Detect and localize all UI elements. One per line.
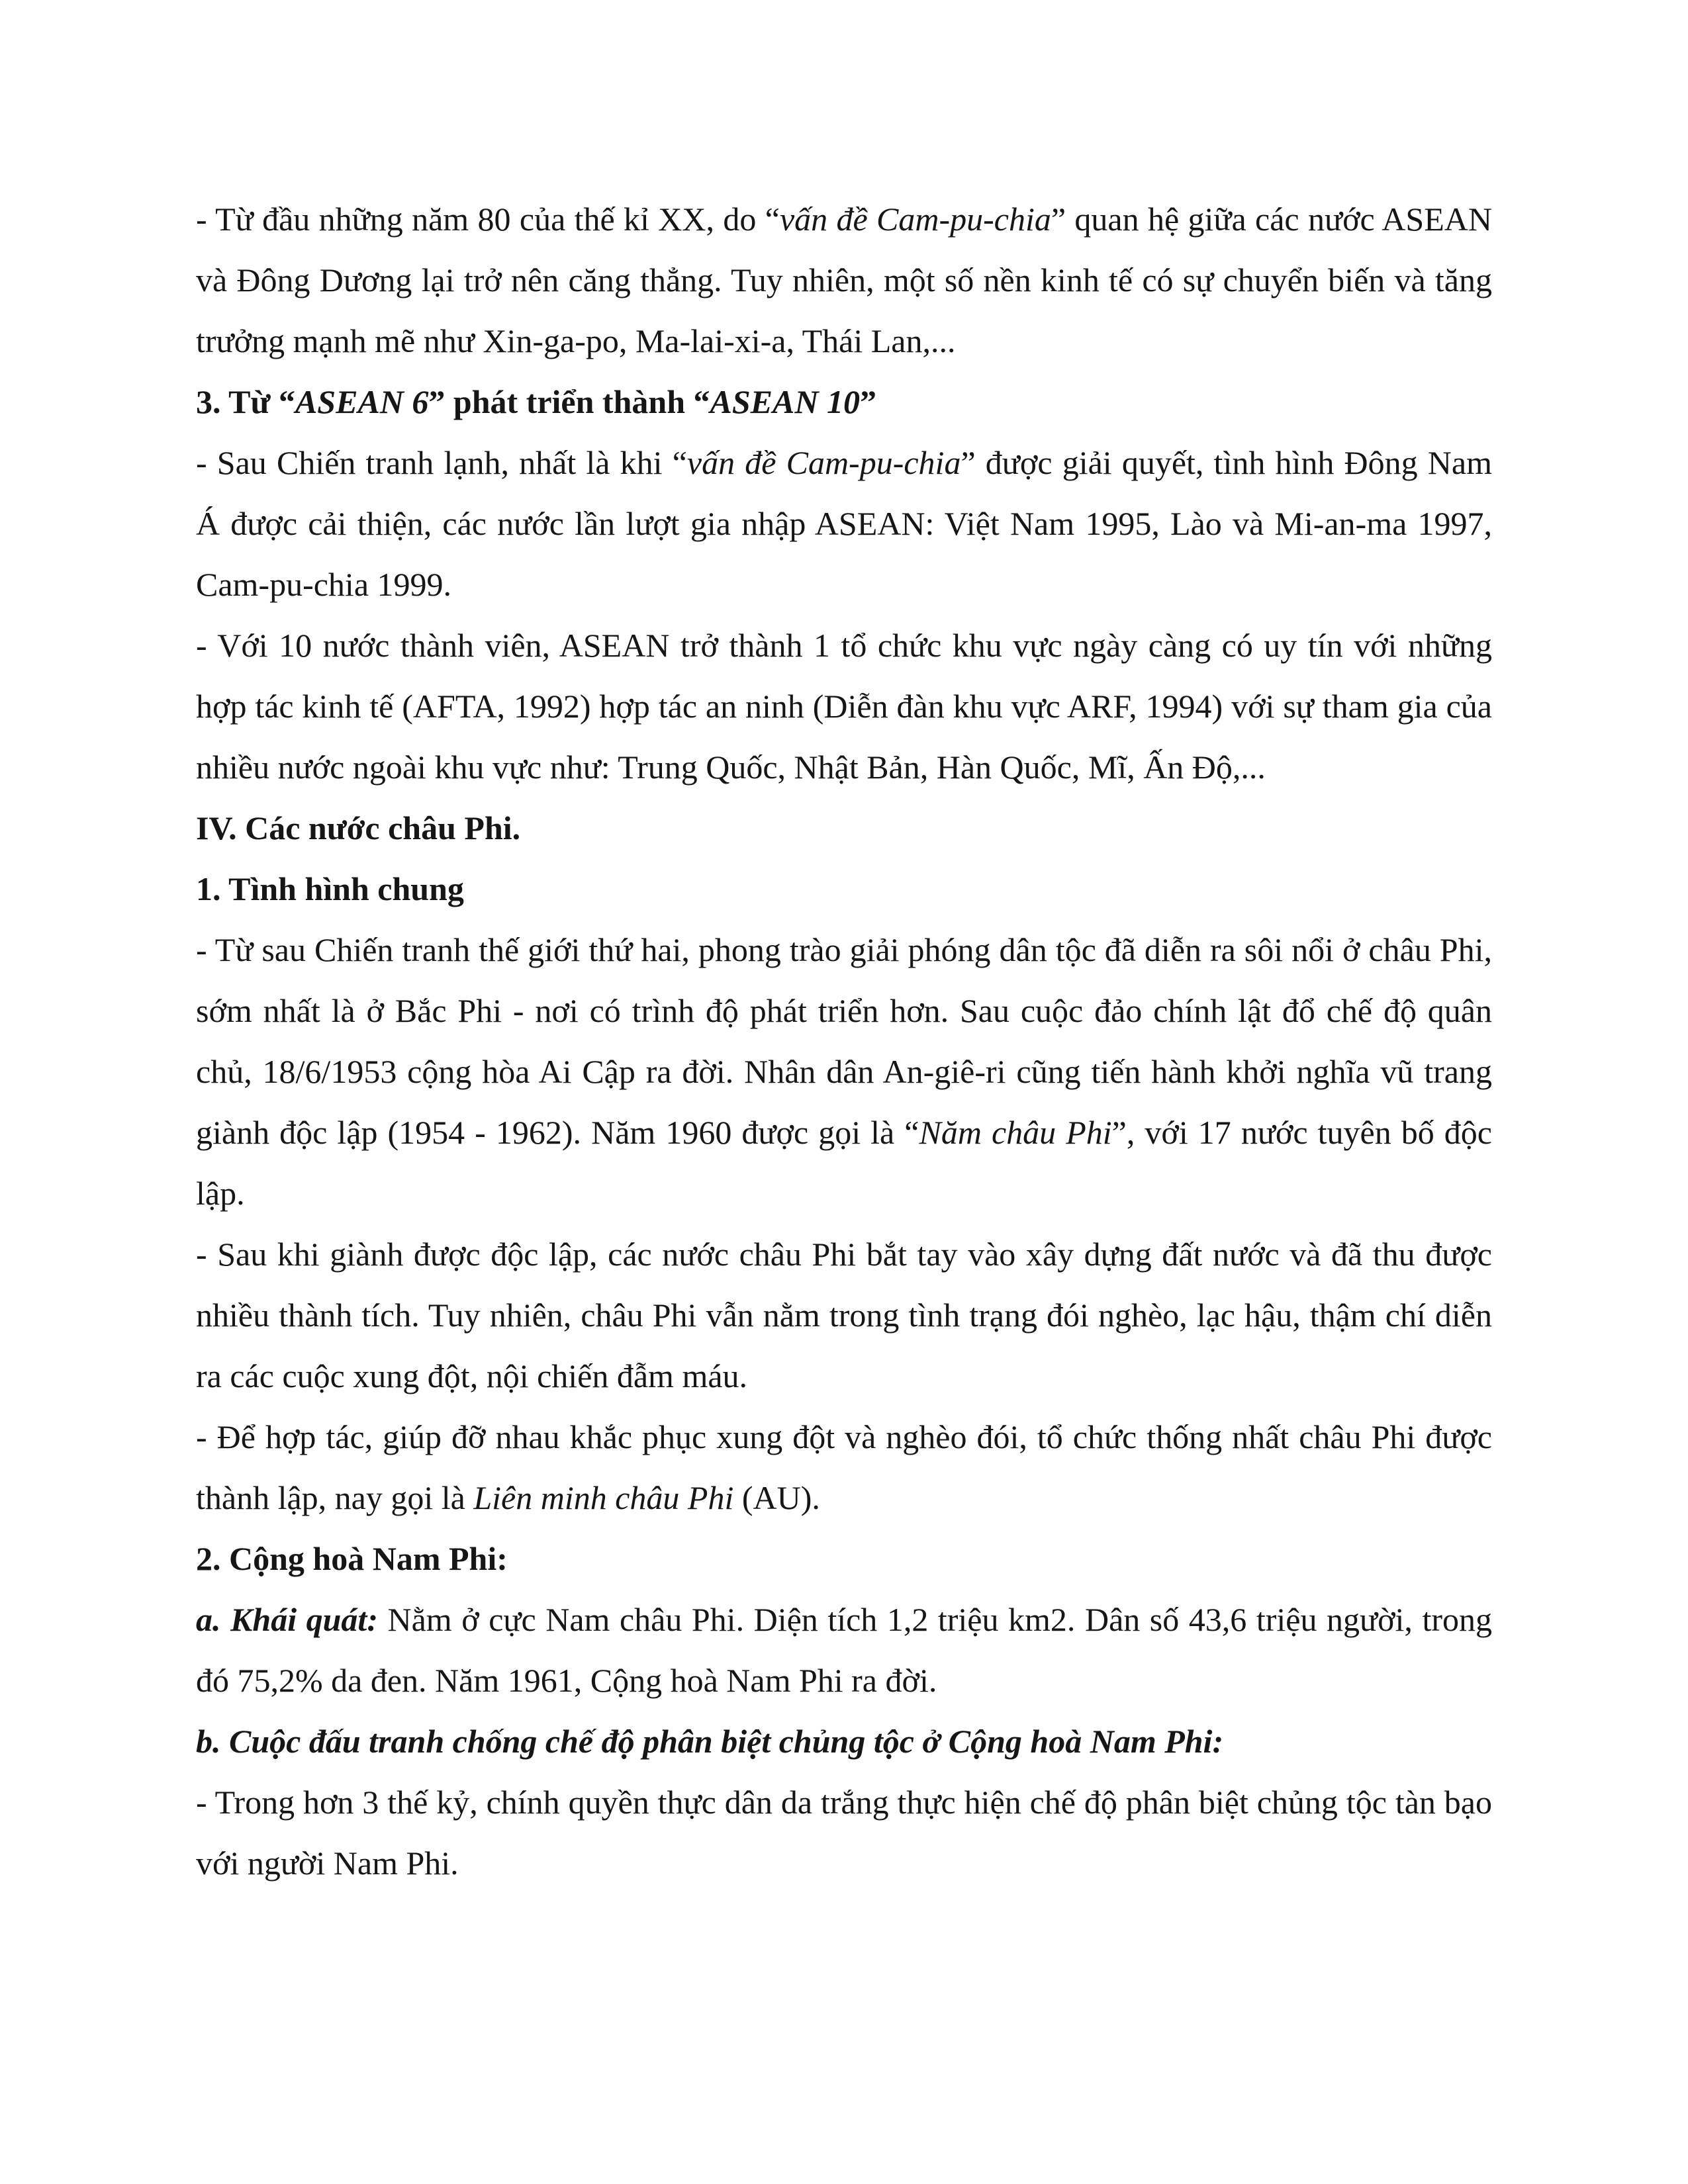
overview-label: a. Khái quát: bbox=[196, 1601, 378, 1638]
heading-asean-6-to-10: 3. Từ “ASEAN 6” phát triển thành “ASEAN 10” bbox=[196, 383, 876, 420]
heading-general-situation: 1. Tình hình chung bbox=[196, 870, 464, 907]
paragraph-liberation-movement: - Từ sau Chiến tranh thế giới thứ hai, phong trào giải phóng dân tộc đã diễn ra sôi nổi ở châu Phi, sớm nhất là ở Bắc Phi - nơi có trình độ phát triển hơn. Sau cuộc đảo chính lật đổ chế độ quân chủ, 18/6/1953 cộng hòa Ai Cập ra đời. Nhân dân An-giê-ri cũng tiến hành khởi nghĩa vũ trang giành độc lập (1954 - 1962). Năm 1960 được gọi là “Năm châu Phi”, với 17 nước tuyên bố độc lập. bbox=[196, 931, 1492, 1212]
paragraph-colonial-rule: - Trong hơn 3 thế kỷ, chính quyền thực dân da trắng thực hiện chế độ phân biệt chủng tộc tàn bạo với người Nam Phi. bbox=[196, 1784, 1492, 1882]
paragraph-after-independence: - Sau khi giành được độc lập, các nước châu Phi bắt tay vào xây dựng đất nước và đã thu được nhiều thành tích. Tuy nhiên, châu Phi vẫn nằm trong tình trạng đói nghèo, lạc hậu, thậm chí diễn ra các cuộc xung đột, nội chiến đẫm máu. bbox=[196, 1236, 1492, 1394]
italic-term: vấn đề Cam-pu-chia bbox=[779, 201, 1051, 238]
document-page bbox=[196, 189, 1492, 1893]
paragraph-overview: a. Khái quát: Nằm ở cực Nam châu Phi. Diện tích 1,2 triệu km2. Dân số 43,6 triệu người, trong đó 75,2% da đen. Năm 1961, Cộng hoà Nam Phi ra đời. bbox=[196, 1601, 1492, 1699]
italic-term: Năm châu Phi bbox=[919, 1114, 1112, 1151]
heading-apartheid-struggle: b. Cuộc đấu tranh chống chế độ phân biệt chủng tộc ở Cộng hoà Nam Phi: bbox=[196, 1723, 1224, 1760]
paragraph-asean-10-members: - Với 10 nước thành viên, ASEAN trở thành 1 tổ chức khu vực ngày càng có uy tín với những hợp tác kinh tế (AFTA, 1992) hợp tác an ninh (Diễn đàn khu vực ARF, 1994) với sự tham gia của nhiều nước ngoài khu vực như: Trung Quốc, Nhật Bản, Hàn Quốc, Mĩ, Ấn Độ,... bbox=[196, 627, 1492, 786]
heading-south-africa: 2. Cộng hoà Nam Phi: bbox=[196, 1540, 508, 1577]
paragraph-african-union: - Để hợp tác, giúp đỡ nhau khắc phục xung đột và nghèo đói, tổ chức thống nhất châu Phi được thành lập, nay gọi là Liên minh châu Phi (AU). bbox=[196, 1418, 1492, 1516]
italic-term: Liên minh châu Phi bbox=[473, 1479, 734, 1516]
paragraph-asean-tension: - Từ đầu những năm 80 của thế kỉ XX, do “vấn đề Cam-pu-chia” quan hệ giữa các nước ASEAN và Đông Dương lại trở nên căng thẳng. Tuy nhiên, một số nền kinh tế có sự chuyển biến và tăng trưởng mạnh mẽ như Xin-ga-po, Ma-lai-xi-a, Thái Lan,... bbox=[196, 201, 1492, 359]
paragraph-after-cold-war: - Sau Chiến tranh lạnh, nhất là khi “vấn đề Cam-pu-chia” được giải quyết, tình hình Đông Nam Á được cải thiện, các nước lần lượt gia nhập ASEAN: Việt Nam 1995, Lào và Mi-an-ma 1997, Cam-pu-chia 1999. bbox=[196, 444, 1493, 603]
heading-african-countries: IV. Các nước châu Phi. bbox=[196, 809, 521, 846]
italic-term: vấn đề Cam-pu-chia bbox=[686, 444, 961, 481]
